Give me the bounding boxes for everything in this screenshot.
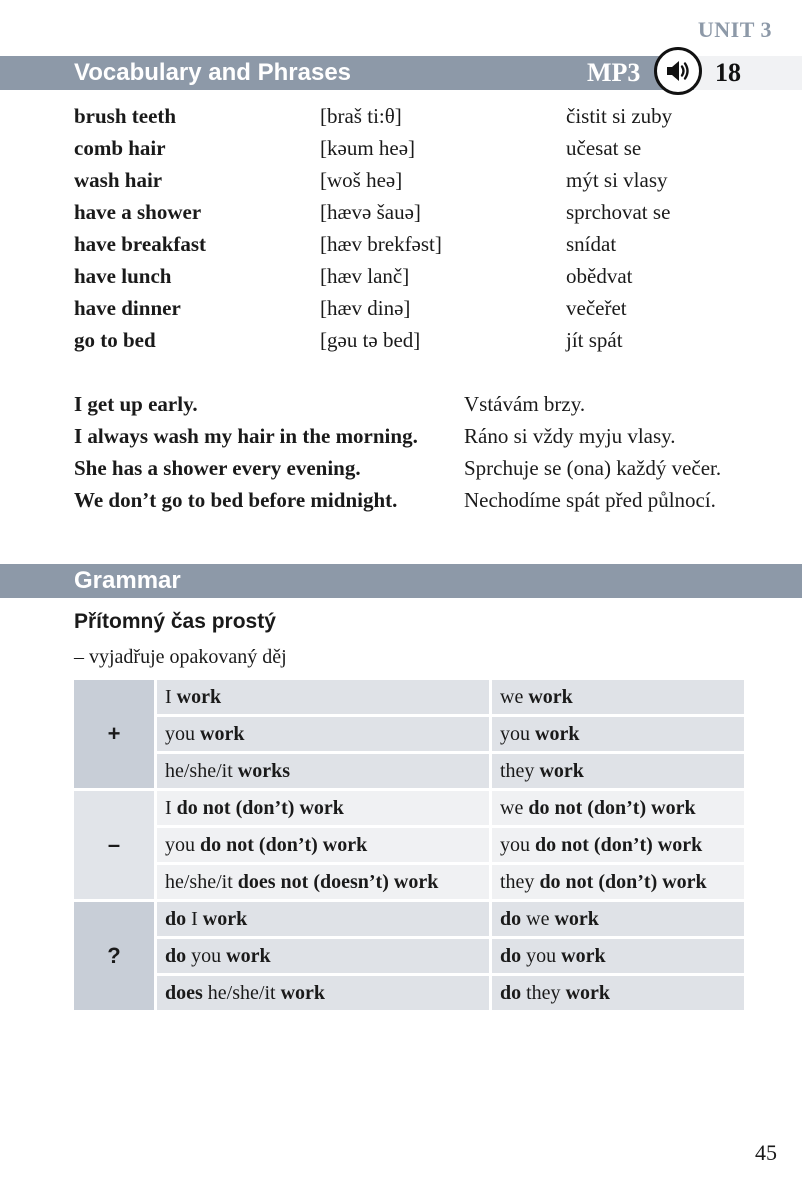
table-row [74,976,744,1010]
positive-sign: + [74,680,154,788]
page-number: 45 [755,1140,777,1165]
table-cell [492,754,744,788]
table-cell [492,828,744,862]
vocab-english: have dinner [74,296,181,320]
section-title-grammar: Grammar [74,567,181,594]
vocab-english: have breakfast [74,232,207,256]
table-cell [157,717,489,751]
verb-form: work [202,907,248,930]
verb-form: do not (don’t) work [528,796,696,819]
pronoun: I [191,907,198,930]
vocab-czech: večeřet [566,296,627,320]
verb-form: work [200,722,245,745]
vocab-czech: sprchovat se [566,200,671,224]
mp3-track-badge[interactable] [582,56,802,90]
table-cell [157,902,489,936]
auxiliary: do [165,907,187,930]
table-cell [492,865,744,899]
table-row [74,754,744,788]
table-row [74,680,744,714]
vocab-phonetic: [hæv brekfəst] [320,232,442,256]
phrase-english: She has a shower every evening. [74,456,361,480]
pronoun: you [191,944,222,967]
phrase-english: I get up early. [74,392,198,416]
auxiliary: do [500,944,522,967]
table-cell [492,902,744,936]
verb-form: work [226,944,271,967]
pronoun: I [165,685,172,708]
section-title-vocabulary: Vocabulary and Phrases [74,59,352,86]
phrase-czech: Nechodíme spát před půlnocí. [464,488,716,512]
vocabulary-section-header [0,56,802,90]
track-number: 18 [715,58,741,87]
phrase-czech: Sprchuje se (ona) každý večer. [464,456,722,480]
vocab-phonetic: [braš ti:θ] [320,104,402,128]
pronoun: you [500,722,530,745]
table-row [74,717,744,751]
vocab-czech: čistit si zuby [566,104,673,128]
question-sign: ? [74,902,154,1010]
grammar-section-header [0,564,802,598]
pronoun: you [165,722,195,745]
verb-form: do not (don’t) work [539,870,707,893]
pronoun: he/she/it [165,870,233,893]
pronoun: he/she/it [207,981,276,1004]
phrase-czech: Ráno si vždy myju vlasy. [464,424,676,448]
vocab-czech: jít spát [566,328,623,352]
table-cell [157,754,489,788]
track-number-box [694,56,802,90]
verb-form: do not (don’t) work [535,833,703,856]
vocab-czech: mýt si vlasy [566,168,668,192]
vocab-czech: snídat [566,232,617,256]
vocab-phonetic: [kəum heə] [320,136,416,160]
pronoun: we [500,685,524,708]
grammar-description: – vyjadřuje opakovaný děj [74,646,287,668]
verb-form: work [561,944,606,967]
table-row [74,828,744,862]
speaker-icon[interactable] [654,47,702,95]
phrase-english: We don’t go to bed before midnight. [74,488,398,512]
table-row [74,791,744,825]
auxiliary: does [165,981,203,1004]
pronoun: we [500,796,524,819]
pronoun: they [500,870,535,893]
table-cell [157,939,489,973]
vocab-english: have lunch [74,264,172,288]
table-cell [157,865,489,899]
verb-form: work [539,759,584,782]
vocab-english: wash hair [74,168,163,192]
conjugation-table [71,677,747,1013]
auxiliary: do [165,944,187,967]
verb-form: work [280,981,326,1004]
vocab-phonetic: [hæv dinə] [320,296,411,320]
table-cell [157,680,489,714]
vocab-phonetic: [hæv lanč] [320,264,410,288]
verb-form: does not (doesn’t) work [237,870,439,893]
vocab-english: comb hair [74,136,166,160]
table-row [74,902,744,936]
vocab-czech: obědvat [566,264,633,288]
negative-sign: – [74,791,154,899]
vocab-phonetic: [woš heə] [320,168,403,192]
pronoun: you [165,833,195,856]
table-cell [492,939,744,973]
unit-label: UNIT 3 [697,17,772,42]
grammar-subtitle: Přítomný čas prostý [74,610,276,633]
table-cell [492,791,744,825]
vocab-czech: učesat se [566,136,642,160]
auxiliary: do [500,981,522,1004]
table-cell [157,976,489,1010]
vocab-english: have a shower [74,200,202,224]
pronoun: you [526,944,557,967]
vocab-english: go to bed [74,328,156,352]
phrase-english: I always wash my hair in the morning. [74,424,418,448]
table-cell [157,791,489,825]
verb-form: work [535,722,580,745]
verb-form: do not (don’t) work [176,796,344,819]
vocab-phonetic: [hævə šauə] [320,200,421,224]
pronoun: he/she/it [165,759,233,782]
verb-form: work [528,685,573,708]
verb-form: works [237,759,290,782]
verb-form: work [176,685,222,708]
mp3-label: MP3 [587,58,641,87]
table-cell [492,976,744,1010]
pronoun: we [526,907,550,930]
verb-form: work [565,981,611,1004]
table-cell [492,680,744,714]
verb-form: work [554,907,599,930]
verb-form: do not (don’t) work [200,833,368,856]
table-cell [157,828,489,862]
pronoun: I [165,796,172,819]
pronoun: they [500,759,535,782]
auxiliary: do [500,907,522,930]
pronoun: they [526,981,561,1004]
vocab-phonetic: [gəu tə bed] [320,328,421,352]
phrase-czech: Vstávám brzy. [464,392,586,416]
vocab-english: brush teeth [74,104,177,128]
table-row [74,865,744,899]
table-row [74,939,744,973]
pronoun: you [500,833,530,856]
table-cell [492,717,744,751]
